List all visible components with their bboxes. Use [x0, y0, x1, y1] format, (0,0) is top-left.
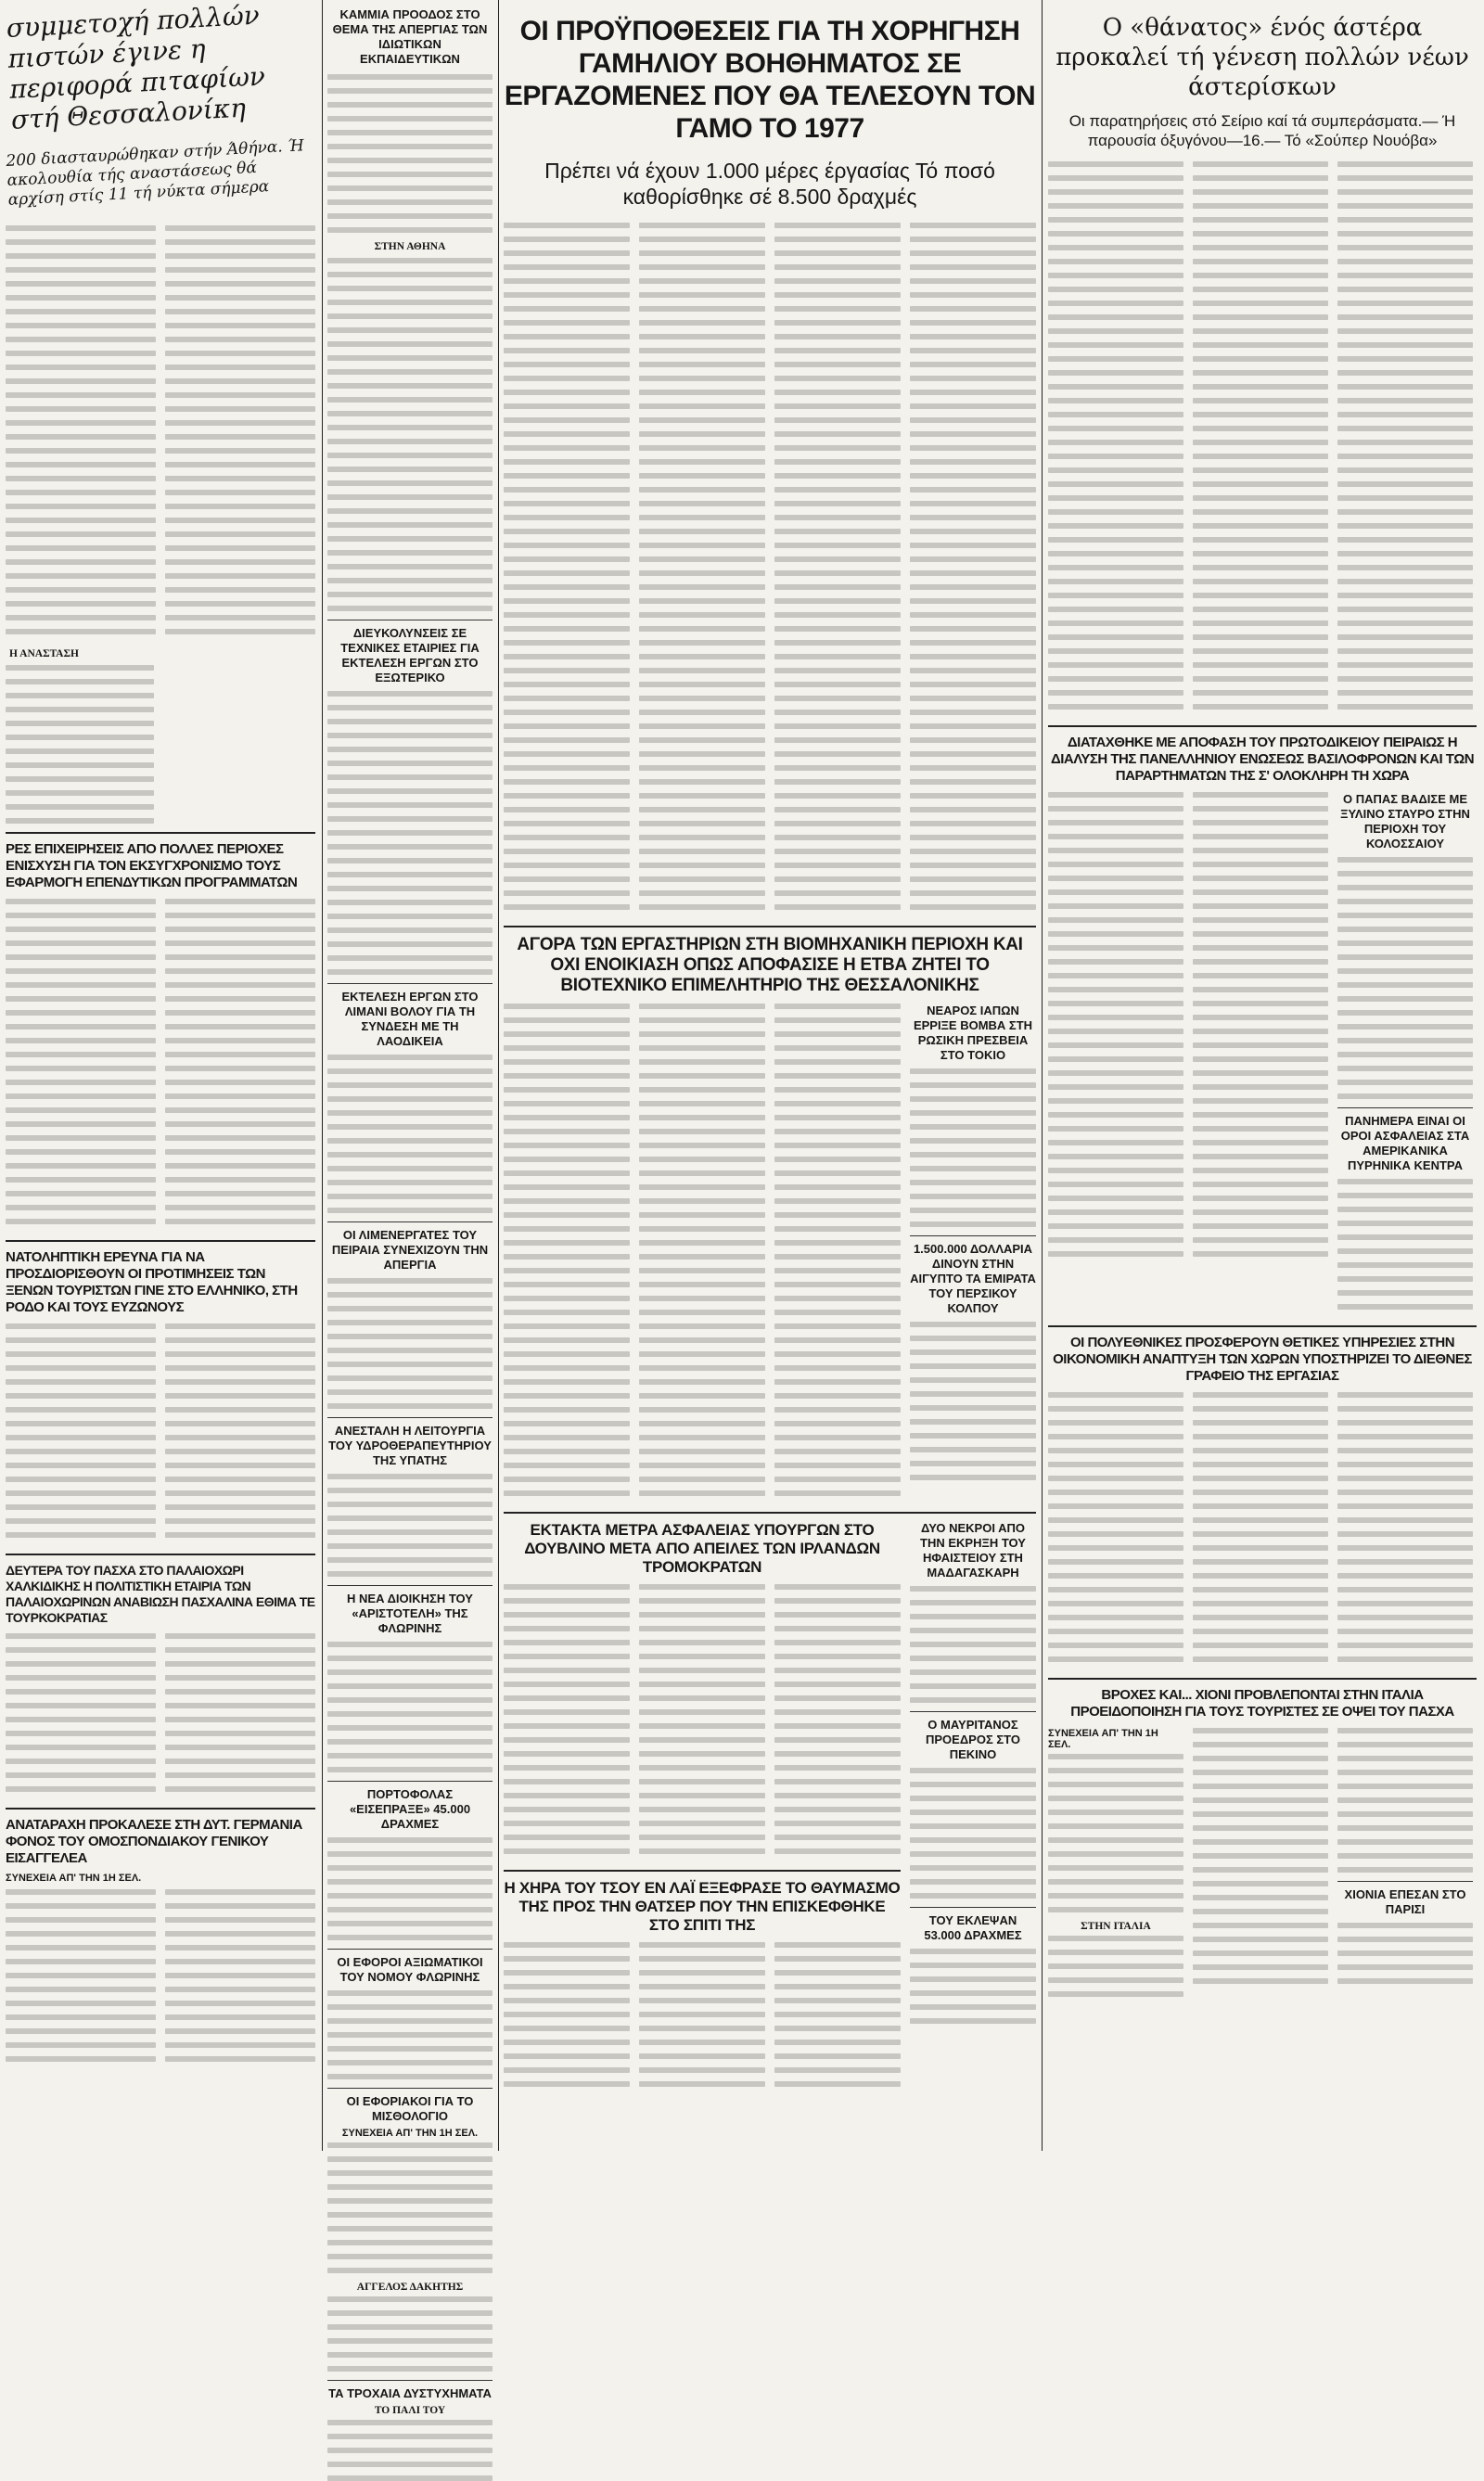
column-rule: [1042, 0, 1043, 2151]
col1-article2-body: [6, 899, 315, 1233]
text-block: [774, 223, 901, 918]
text-block: [910, 223, 1036, 918]
col3-article2-body: [504, 1004, 1036, 1504]
section-heading: Η ΑΝΑΣΤΑΣΗ: [9, 648, 79, 659]
text-block: [1337, 1392, 1473, 1670]
dateline: ΤΟ ΠΑΛΙ ΤΟΥ: [374, 2405, 446, 2416]
brief-headline-6: Ο ΠΑΠΑΣ ΒΑΔΙΣΕ ΜΕ ΞΥΛΙΝΟ ΣΤΑΥΡΟ ΣΤΗΝ ΠΕΡΙΟΧΗ ΤΟΥ ΚΟΛΟΣΣΑΙΟΥ: [1340, 792, 1470, 850]
col2-headline-6: Η ΝΕΑ ΔΙΟΙΚΗΣΗ ΤΟΥ «ΑΡΙΣΤΟΤΕΛΗ» ΤΗΣ ΦΛΩΡΙΝΗΣ: [347, 1592, 473, 1635]
side-briefs: [1337, 792, 1473, 1318]
text-block: [327, 1474, 493, 1577]
col1-article5-body: [6, 1889, 315, 2070]
column-2: [327, 0, 493, 2416]
text-block: [327, 2420, 493, 2481]
text-block: [327, 2296, 493, 2372]
text-block: [504, 1004, 630, 1504]
brief-headline-3: ΔΥΟ ΝΕΚΡΟΙ ΑΠΟ ΤΗΝ ΕΚΡΗΞΗ ΤΟΥ ΗΦΑΙΣΤΕΙΟΥ ΣΤΗ ΜΑΔΑΓΑΣΚΑΡΗ: [920, 1521, 1026, 1579]
continued-label: ΣΥΝΕΧΕΙΑ ΑΠ' ΤΗΝ 1Η ΣΕΛ.: [1048, 1728, 1158, 1750]
col2-headline-7: ΠΟΡΤΟΦΟΛΑΣ «ΕΙΣΕΠΡΑΞΕ» 45.000 ΔΡΑΧΜΕΣ: [349, 1787, 471, 1831]
text-block: [910, 1322, 1036, 1480]
side-briefs: [910, 1004, 1036, 1504]
text-block: [327, 1278, 493, 1409]
divider: [327, 2380, 493, 2381]
col1-article3-body: [6, 1324, 315, 1546]
col2-headline-1: ΚΑΜΜΙΑ ΠΡΟΟΔΟΣ ΣΤΟ ΘΕΜΑ ΤΗΣ ΑΠΕΡΓΙΑΣ ΤΩΝ ΙΔΙΩΤΙΚΩΝ ΕΚΠΑΙΔΕΥΤΙΚΩΝ: [332, 7, 488, 66]
divider: [910, 1235, 1036, 1236]
main-headline: ΟΙ ΠΡΟΫΠΟΘΕΣΕΙΣ ΓΙΑ ΤΗ ΧΟΡΗΓΗΣΗ ΓΑΜΗΛΙΟΥ ΒΟΗΘΗΜΑΤΟΣ ΣΕ ΕΡΓΑΖΟΜΕΝΕΣ ΠΟΥ ΘΑ ΤΕΛΕΣΟΥΝ ΤΟΝ ΓΑΜΟ ΤΟ 1977: [504, 16, 1036, 144]
col2-headline-8: ΟΙ ΕΦΟΡΟΙ ΑΞΙΩΜΑΤΙΚΟΙ ΤΟΥ ΝΟΜΟΥ ΦΛΩΡΙΝΗΣ: [337, 1955, 483, 1984]
col1-subhead: 200 διασταυρώθηκαν στήν Άθήνα. Ή ακολουθία τής αναστάσεως θά αρχίση στίς 11 τή νύκτα σήμερα: [6, 136, 305, 210]
col4-article-body: [1048, 161, 1477, 718]
side-briefs: [910, 1521, 1036, 2095]
divider: [327, 983, 493, 984]
divider: [504, 1870, 901, 1872]
text-block: [504, 1942, 630, 2095]
brief-headline-5: ΤΟΥ ΕΚΛΕΨΑΝ 53.000 ΔΡΑΧΜΕΣ: [924, 1913, 1022, 1942]
text-block: [1193, 792, 1328, 1318]
col4-subhead: Οι παρατηρήσεις στό Σείριο καί τά συμπεράσματα.— Ή παρουσία όξυγόνου—16.— Τό «Σούπερ Νουόβα»: [1068, 112, 1456, 149]
text-block: [639, 1584, 765, 1862]
col3-article3: [504, 1521, 901, 2095]
col2-headline-10: ΤΑ ΤΡΟΧΑΙΑ ΔΥΣΤΥΧΗΜΑΤΑ: [328, 2386, 492, 2400]
col4-article3-body: [1048, 1392, 1477, 1670]
text-block: [504, 223, 630, 918]
text-block: [639, 223, 765, 918]
col4-headline: Ο «θάνατος» ένός άστέρα προκαλεί τή γένεση πολλών νέων άστερίσκων: [1055, 14, 1469, 101]
text-block: [327, 1055, 493, 1213]
text-block: [6, 225, 156, 643]
col3-article4-headline: Η ΧΗΡΑ ΤΟΥ ΤΣΟΥ ΕΝ ΛΑΪ ΕΞΕΦΡΑΣΕ ΤΟ ΘΑΥΜΑΣΜΟ ΤΗΣ ΠΡΟΣ ΤΗΝ ΘΑΤΣΕΡ ΠΟΥ ΤΗΝ ΕΠΙΣΚΕΦΘΗΚΕ ΣΤΟ ΣΠΙΤΙ ΤΗΣ: [504, 1879, 901, 1934]
brief-headline-2: 1.500.000 ΔΟΛΛΑΡΙΑ ΔΙΝΟΥΝ ΣΤΗΝ ΑΙΓΥΠΤΟ ΤΑ ΕΜΙΡΑΤΑ ΤΟΥ ΠΕΡΣΙΚΟΥ ΚΟΛΠΟΥ: [910, 1242, 1036, 1315]
text-block: [1337, 161, 1473, 718]
text-block: [165, 1889, 315, 2070]
col4-article4-headline: ΒΡΟΧΕΣ ΚΑΙ... ΧΙΟΝΙ ΠΡΟΒΛΕΠΟΝΤΑΙ ΣΤΗΝ ΙΤΑΛΙΑ ΠΡΟΕΙΔΟΠΟΙΗΣΗ ΓΙΑ ΤΟΥΣ ΤΟΥΡΙΣΤΕΣ ΣΕ ΟΨΕΙ ΤΟΥ ΠΑΣΧΑ: [1070, 1687, 1454, 1720]
col3-article3-body: [504, 1584, 901, 1862]
text-block: [165, 225, 315, 643]
text-block: [1337, 1179, 1473, 1310]
column-rule: [322, 0, 323, 2151]
divider: [1048, 725, 1477, 727]
col4-article4-body: [1048, 1728, 1477, 2005]
text-block: [327, 1837, 493, 1940]
text-block: [327, 1642, 493, 1772]
text-block: [910, 1586, 1036, 1703]
col1-article3-headline: ΝΑΤΟΛΗΠΤΙΚΗ ΕΡΕΥΝΑ ΓΙΑ ΝΑ ΠΡΟΣΔΙΟΡΙΣΘΟΥΝ ΟΙ ΠΡΟΤΙΜΗΣΕΙΣ ΤΩΝ ΞΕΝΩΝ ΤΟΥΡΙΣΤΩΝ ΓΙΝΕ ΣΤΟ ΕΛΛΗΝΙΚΟ, ΣΤΗ ΡΟΔΟ ΚΑΙ ΤΟΥΣ ΕΥΖΩΝΟΥΣ: [6, 1249, 298, 1315]
divider: [504, 1512, 1036, 1514]
col2-headline-3: ΕΚΤΕΛΕΣΗ ΕΡΓΩΝ ΣΤΟ ΛΙΜΑΝΙ ΒΟΛΟΥ ΓΙΑ ΤΗ ΣΥΝΔΕΣΗ ΜΕ ΤΗ ΛΑΟΔΙΚΕΙΑ: [341, 990, 479, 1048]
byline: ΑΓΓΕΛΟΣ ΔΑΚΗΤΗΣ: [356, 2282, 464, 2293]
text-block: [1048, 1754, 1183, 1912]
brief-headline-1: ΝΕΑΡΟΣ ΙΑΠΩΝ ΕΡΡΙΞΕ ΒΟΜΒΑ ΣΤΗ ΡΩΣΙΚΗ ΠΡΕΣΒΕΙΑ ΣΤΟ ΤΟΚΙΟ: [913, 1004, 1033, 1062]
text-block: [910, 1949, 1036, 2024]
col3-article2-headline: ΑΓΟΡΑ ΤΩΝ ΕΡΓΑΣΤΗΡΙΩΝ ΣΤΗ ΒΙΟΜΗΧΑΝΙΚΗ ΠΕΡΙΟΧΗ ΚΑΙ ΟΧΙ ΕΝΟΙΚΙΑΣΗ ΟΠΩΣ ΑΠΟΦΑΣΙΣΕ Η ΕΤΒΑ ΖΗΤΕΙ ΤΟ ΒΙΟΤΕΧΝΙΚΟ ΕΠΙΜΕΛΗΤΗΡΙΟ ΤΗΣ ΘΕΣΣΑΛΟΝΙΚΗΣ: [517, 935, 1023, 995]
text-block: [6, 1633, 156, 1800]
dateline: ΣΤΗΝ ΑΘΗΝΑ: [374, 241, 446, 252]
divider: [327, 2088, 493, 2089]
divider: [327, 1221, 493, 1222]
text-block: [6, 665, 154, 824]
col3-article4-body: [504, 1942, 901, 2095]
text-block: [504, 1584, 630, 1862]
col4-article3-headline: ΟΙ ΠΟΛΥΕΘΝΙΚΕΣ ΠΡΟΣΦΕΡΟΥΝ ΘΕΤΙΚΕΣ ΥΠΗΡΕΣΙΕΣ ΣΤΗΝ ΟΙΚΟΝΟΜΙΚΗ ΑΝΑΠΤΥΞΗ ΤΩΝ ΧΩΡΩΝ ΥΠΟΣΤΗΡΙΖΕΙ ΤΟ ΔΙΕΘΝΕΣ ΓΡΑΦΕΙΟ ΤΗΣ ΕΡΓΑΣΙΑΣ: [1053, 1335, 1472, 1384]
text-block: [327, 1990, 493, 2079]
text-block: [1337, 1728, 1473, 1873]
col3-lower-row: [504, 1521, 1036, 2095]
col1-article5-headline: ΑΝΑΤΑΡΑΧΗ ΠΡΟΚΑΛΕΣΕ ΣΤΗ ΔΥΤ. ΓΕΡΜΑΝΙΑ ΦΟΝΟΣ ΤΟΥ ΟΜΟΣΠΟΝΔΙΑΚΟΥ ΓΕΝΙΚΟΥ ΕΙΣΑΓΓΕΛΕΑ: [6, 1817, 302, 1866]
column-rule: [498, 0, 499, 2151]
divider: [1337, 1881, 1473, 1882]
brief-headline-8: ΧΙΟΝΙΑ ΕΠΕΣΑΝ ΣΤΟ ΠΑΡΙΣΙ: [1344, 1887, 1466, 1916]
text-block: [910, 1768, 1036, 1899]
divider: [1048, 1678, 1477, 1680]
divider: [910, 1907, 1036, 1908]
text-block: [327, 2142, 493, 2273]
text-block: [639, 1004, 765, 1504]
text-block: [6, 899, 156, 1233]
col2-headline-4: ΟΙ ΛΙΜΕΝΕΡΓΑΤΕΣ ΤΟΥ ΠΕΙΡΑΙΑ ΣΥΝΕΧΙΖΟΥΝ ΤΗΝ ΑΠΕΡΓΙΑ: [331, 1228, 489, 1272]
text-block: [1048, 1936, 1183, 1997]
text-block: [1193, 1392, 1328, 1670]
text-block: [910, 1068, 1036, 1227]
text-block: [774, 1942, 901, 2095]
text-block: [327, 258, 493, 611]
col4-article2-headline: ΔΙΑΤΑΧΘΗΚΕ ΜΕ ΑΠΟΦΑΣΗ ΤΟΥ ΠΡΩΤΟΔΙΚΕΙΟΥ ΠΕΙΡΑΙΩΣ Η ΔΙΑΛΥΣΗ ΤΗΣ ΠΑΝΕΛΛΗΝΙΟΥ ΕΝΩΣΕΩΣ ΒΑΣΙΛΟΦΡΟΝΩΝ ΚΑΙ ΤΩΝ ΠΑΡΑΡΤΗΜΑΤΩΝ ΤΗΣ Σ' ΟΛΟΚΛΗΡΗ ΤΗ ΧΩΡΑ: [1050, 735, 1475, 784]
continued-label: ΣΥΝΕΧΕΙΑ ΑΠ' ΤΗΝ 1Η ΣΕΛ.: [6, 1873, 142, 1884]
col3-article3-headline: ΕΚΤΑΚΤΑ ΜΕΤΡΑ ΑΣΦΑΛΕΙΑΣ ΥΠΟΥΡΓΩΝ ΣΤΟ ΔΟΥΒΛΙΝΟ ΜΕΤΑ ΑΠΟ ΑΠΕΙΛΕΣ ΤΩΝ ΙΡΛΑΝΔΩΝ ΤΡΟΜΟΚΡΑΤΩΝ: [524, 1521, 880, 1576]
text-block: [639, 1942, 765, 2095]
text-block: [1048, 792, 1183, 1318]
divider: [327, 1949, 493, 1950]
divider: [6, 1554, 315, 1555]
divider: [327, 1585, 493, 1586]
text-block: [1337, 857, 1473, 1099]
text-block: [165, 1633, 315, 1800]
text-block: [774, 1004, 901, 1504]
text-block: [327, 74, 493, 233]
continued-label: ΣΥΝΕΧΕΙΑ ΑΠ' ΤΗΝ 1Η ΣΕΛ.: [341, 2128, 479, 2139]
side-briefs: [1337, 1728, 1473, 2005]
text-block: [1193, 161, 1328, 718]
divider: [504, 926, 1036, 927]
col1-article-body: [6, 225, 315, 643]
text-block: [327, 691, 493, 975]
text-block: [1048, 1392, 1183, 1670]
text-block: [165, 899, 315, 1233]
col2-headline-2: ΔΙΕΥΚΟΛΥΝΣΕΙΣ ΣΕ ΤΕΧΝΙΚΕΣ ΕΤΑΙΡΙΕΣ ΓΙΑ ΕΚΤΕΛΕΣΗ ΕΡΓΩΝ ΣΤΟ ΕΞΩΤΕΡΙΚΟ: [340, 626, 480, 684]
col2-headline-9: ΟΙ ΕΦΟΡΙΑΚΟΙ ΓΙΑ ΤΟ ΜΙΣΘΟΛΟΓΙΟ: [346, 2094, 474, 2123]
col4-article2-body: [1048, 792, 1477, 1318]
text-block: [6, 1889, 156, 2070]
col1-article4-body: [6, 1633, 315, 1800]
divider: [1337, 1107, 1473, 1108]
divider: [910, 1711, 1036, 1712]
section-heading: ΣΤΗΝ ΙΤΑΛΙΑ: [1081, 1921, 1151, 1932]
brief-headline-7: ΠΑΝΗΜΕΡΑ ΕΙΝΑΙ ΟΙ ΟΡΟΙ ΑΣΦΑΛΕΙΑΣ ΣΤΑ ΑΜΕΡΙΚΑΝΙΚΑ ΠΥΡΗΝΙΚΑ ΚΕΝΤΡΑ: [1340, 1114, 1470, 1172]
text-block: [1193, 1728, 1328, 2005]
col4-article4-col1: [1048, 1728, 1183, 2005]
column-4: [1048, 0, 1477, 2151]
divider: [327, 1417, 493, 1418]
main-article-body: [504, 223, 1036, 918]
col1-headline: συμμετοχή πολλών πιστών έγινε η περιφορά πιταφίων στή Θεσσαλονίκη: [6, 0, 266, 135]
text-block: [6, 1324, 156, 1546]
text-block: [1048, 161, 1183, 718]
text-block: [1337, 1923, 1473, 1984]
text-block: [165, 1324, 315, 1546]
col2-headline-5: ΑΝΕΣΤΑΛΗ Η ΛΕΙΤΟΥΡΓΙΑ ΤΟΥ ΥΔΡΟΘΕΡΑΠΕΥΤΗΡΙΟΥ ΤΗΣ ΥΠΑΤΗΣ: [328, 1424, 492, 1467]
divider: [6, 1240, 315, 1242]
column-1: [6, 0, 315, 2151]
divider: [6, 832, 315, 834]
divider: [327, 1781, 493, 1782]
main-subhead: Πρέπει νά έχουν 1.000 μέρες έργασίας Τό ποσό καθορίσθηκε σέ 8.500 δραχμές: [544, 159, 995, 209]
brief-headline-4: Ο ΜΑΥΡΙΤΑΝΟΣ ΠΡΟΕΔΡΟΣ ΣΤΟ ΠΕΚΙΝΟ: [925, 1718, 1020, 1761]
divider: [6, 1808, 315, 1810]
column-3: [504, 0, 1036, 2151]
col1-article4-headline: ΔΕΥΤΕΡΑ ΤΟΥ ΠΑΣΧΑ ΣΤΟ ΠΑΛΑΙΟΧΩΡΙ ΧΑΛΚΙΔΙΚΗΣ Η ΠΟΛΙΤΙΣΤΙΚΗ ΕΤΑΙΡΙΑ ΤΩΝ ΠΑΛΑΙΟΧΩΡΙΝΩΝ ΑΝΑΒΙΩΣΗ ΠΑΣΧΑΛΙΝΑ ΕΘΙΜΑ ΤΕ ΤΟΥΡΚΟΚΡΑΤΙΑΣ: [6, 1563, 315, 1625]
text-block: [774, 1584, 901, 1862]
divider: [1048, 1325, 1477, 1327]
col1-article2-headline: ΡΕΣ ΕΠΙΧΕΙΡΗΣΕΙΣ ΑΠΟ ΠΟΛΛΕΣ ΠΕΡΙΟΧΕΣ ΕΝΙΣΧΥΣΗ ΓΙΑ ΤΟΝ ΕΚΣΥΓΧΡΟΝΙΣΜΟ ΤΟΥΣ ΕΦΑΡΜΟΓΗ ΕΠΕΝΔΥΤΙΚΩΝ ΠΡΟΓΡΑΜΜΑΤΩΝ: [6, 841, 298, 890]
